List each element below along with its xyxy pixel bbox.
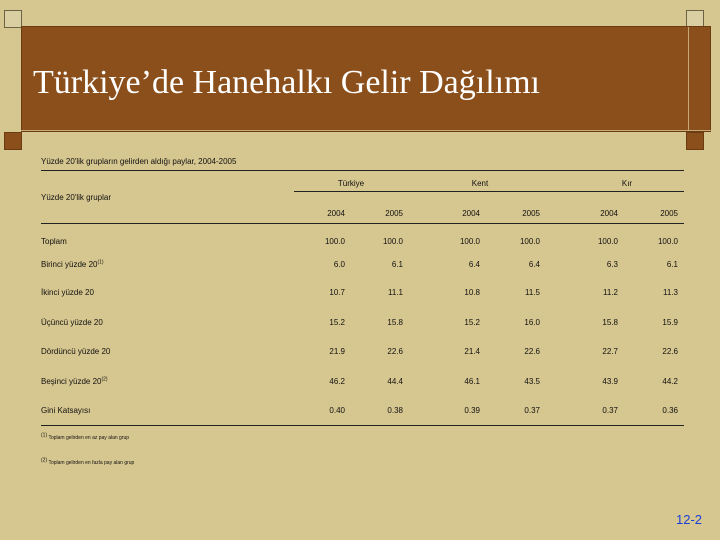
- year-header: 2004: [462, 209, 480, 218]
- slide-title: Türkiye’de Hanehalkı Gelir Dağılımı: [33, 64, 540, 101]
- table-cell: 0.40: [329, 406, 345, 415]
- table-cell: 100.0: [459, 237, 480, 246]
- table-subtitle: Yüzde 20'lik grupların gelirden aldığı paylar, 2004-2005: [41, 157, 237, 166]
- year-header: 2004: [327, 209, 345, 218]
- table-cell: 22.6: [387, 347, 403, 356]
- row-label: İkinci yüzde 20: [41, 288, 94, 297]
- year-header: 2005: [522, 209, 540, 218]
- table-cell: 46.2: [329, 377, 345, 386]
- row-label: Gini Katsayısı: [41, 406, 91, 415]
- table-cell: 6.4: [528, 260, 540, 269]
- slide-number: 12-2: [676, 512, 703, 527]
- decorative-square-bottom-left: [4, 132, 22, 150]
- table-cell: 6.3: [606, 260, 618, 269]
- row-label: Birinci yüzde 20$^{(1)}$: [41, 259, 104, 269]
- table-cell: 15.2: [329, 318, 345, 327]
- table-cell: 15.9: [662, 318, 678, 327]
- table-cell: 44.2: [662, 377, 678, 386]
- table-cell: 100.0: [597, 237, 618, 246]
- year-header: 2004: [600, 209, 618, 218]
- table-cell: 15.8: [602, 318, 618, 327]
- table-cell: 0.36: [662, 406, 678, 415]
- table-cell: 43.5: [524, 377, 540, 386]
- table-cell: 100.0: [324, 237, 345, 246]
- table-top-rule: [41, 170, 684, 171]
- table-cell: 22.7: [602, 347, 618, 356]
- table-cell: 10.7: [329, 288, 345, 297]
- footnote-1: $^{(1)}$ Toplam gelirden en az pay alan grup: [41, 432, 130, 441]
- group-header-kir: Kır: [621, 179, 633, 188]
- header-bottom-rule: [41, 223, 684, 224]
- table-cell: 0.38: [387, 406, 403, 415]
- table-cell: 21.4: [464, 347, 480, 356]
- table-cell: 6.1: [666, 260, 678, 269]
- table-cell: 11.3: [663, 288, 678, 297]
- table-cell: 0.37: [524, 406, 540, 415]
- table-cell: 15.2: [464, 318, 480, 327]
- table-cell: 11.5: [525, 288, 540, 297]
- table-cell: 11.1: [388, 288, 403, 297]
- table-bottom-rule: [41, 425, 684, 426]
- footnote-2: $^{(2)}$ Toplam gelirden en fazla pay alan grup: [41, 457, 135, 466]
- table-cell: 100.0: [657, 237, 678, 246]
- row-label: Dördüncü yüzde 20: [41, 347, 111, 356]
- row-label: Beşinci yüzde 20$^{(2)}$: [41, 376, 108, 386]
- group-header-kent: Kent: [471, 179, 489, 188]
- row-label: Üçüncü yüzde 20: [41, 318, 103, 327]
- row-label: Toplam: [41, 237, 67, 246]
- table-cell: 100.0: [519, 237, 540, 246]
- decorative-square-bottom-right: [686, 132, 704, 150]
- table-cell: 6.4: [468, 260, 480, 269]
- table-cell: 6.1: [391, 260, 403, 269]
- table-cell: 22.6: [662, 347, 678, 356]
- table-cell: 46.1: [464, 377, 480, 386]
- table-cell: 44.4: [387, 377, 403, 386]
- table-cell: 21.9: [329, 347, 345, 356]
- year-header: 2005: [385, 209, 403, 218]
- table-cell: 15.8: [387, 318, 403, 327]
- decorative-square-top-left: [4, 10, 22, 28]
- table-cell: 16.0: [524, 318, 540, 327]
- title-band-horizontal-line: [21, 130, 711, 131]
- year-header: 2005: [660, 209, 678, 218]
- table-cell: 6.0: [333, 260, 345, 269]
- group-header-rule: [294, 191, 684, 192]
- group-header-turkiye: Türkiye: [337, 179, 365, 188]
- stub-header: Yüzde 20'lik gruplar: [41, 193, 112, 202]
- table-cell: 11.2: [603, 288, 618, 297]
- title-band-vertical-line: [688, 27, 689, 131]
- table-cell: 10.8: [464, 288, 480, 297]
- table-cell: 43.9: [602, 377, 618, 386]
- table-cell: 22.6: [524, 347, 540, 356]
- table-cell: 0.39: [464, 406, 480, 415]
- table-cell: 100.0: [382, 237, 403, 246]
- table-cell: 0.37: [602, 406, 618, 415]
